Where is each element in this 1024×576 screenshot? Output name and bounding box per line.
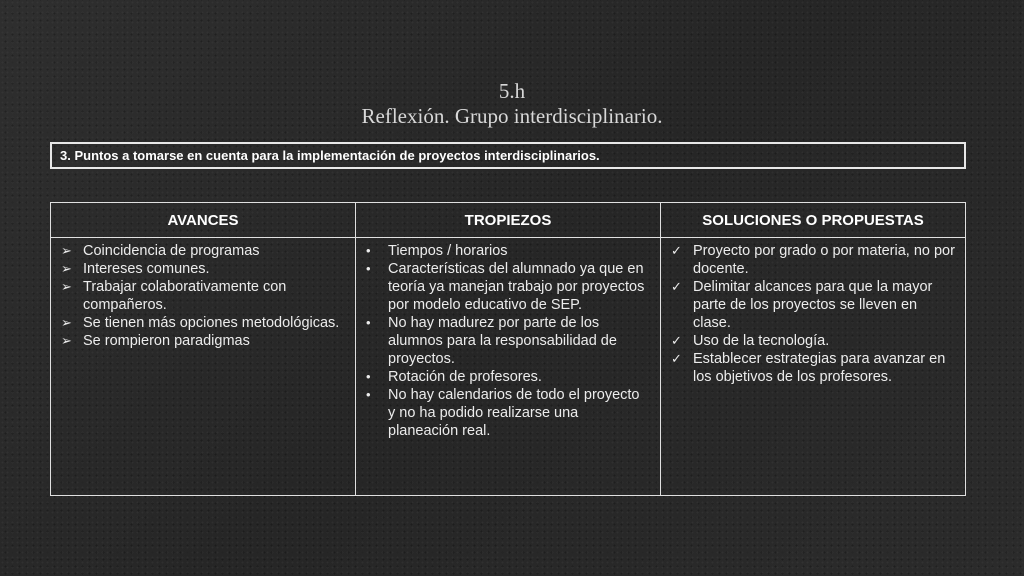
reflection-table — [50, 202, 966, 496]
column-header-tropiezos: TROPIEZOS — [356, 203, 661, 238]
avances-list — [57, 242, 345, 350]
tropiezos-list — [362, 242, 650, 440]
list-item — [362, 386, 650, 440]
list-item-text: Proyecto por grado o por materia, no por docente. — [693, 243, 955, 277]
list-item — [57, 278, 345, 314]
cell-tropiezos — [356, 238, 661, 496]
arrowhead-bullet-icon: ➢ — [61, 243, 72, 258]
list-item-text: Se rompieron paradigmas — [83, 333, 250, 349]
list-item — [667, 350, 955, 386]
slide-title — [0, 79, 1024, 129]
list-item-text: Intereses comunes. — [83, 261, 210, 277]
cell-soluciones — [661, 238, 966, 496]
list-item-text: No hay madurez por parte de los alumnos para la responsabilidad de proyectos. — [388, 315, 617, 367]
arrowhead-bullet-icon: ➢ — [61, 261, 72, 276]
list-item-text: Características del alumnado ya que en teoría ya manejan trabajo por proyectos por modelo educativo de SEP. — [388, 261, 645, 313]
list-item — [362, 242, 650, 260]
list-item-text: No hay calendarios de todo el proyecto y no ha podido realizarse una planeación real. — [388, 387, 640, 439]
list-item-text: Tiempos / horarios — [388, 243, 508, 259]
column-header-soluciones: SOLUCIONES O PROPUESTAS — [661, 203, 966, 238]
table-header-row — [51, 203, 966, 238]
dot-bullet-icon: • — [366, 369, 371, 384]
dot-bullet-icon: • — [366, 315, 371, 330]
list-item — [362, 368, 650, 386]
list-item-text: Trabajar colaborativamente con compañeros. — [83, 279, 287, 313]
checkmark-bullet-icon: ✓ — [671, 243, 682, 258]
arrowhead-bullet-icon: ➢ — [61, 333, 72, 348]
checkmark-bullet-icon: ✓ — [671, 279, 682, 294]
list-item — [57, 314, 345, 332]
arrowhead-bullet-icon: ➢ — [61, 315, 72, 330]
dot-bullet-icon: • — [366, 387, 371, 402]
list-item — [667, 278, 955, 332]
column-header-avances: AVANCES — [51, 203, 356, 238]
list-item — [362, 260, 650, 314]
list-item-text: Rotación de profesores. — [388, 369, 542, 385]
soluciones-list — [667, 242, 955, 386]
list-item — [57, 332, 345, 350]
checkmark-bullet-icon: ✓ — [671, 333, 682, 348]
table-body-row — [51, 238, 966, 496]
cell-avances — [51, 238, 356, 496]
arrowhead-bullet-icon: ➢ — [61, 279, 72, 294]
slide-title-number: 5.h — [498, 79, 526, 103]
section-banner-text: 3. Puntos a tomarse en cuenta para la implementación de proyectos interdisciplinarios. — [60, 148, 600, 163]
list-item — [57, 260, 345, 278]
section-banner — [50, 142, 966, 169]
checkmark-bullet-icon: ✓ — [671, 351, 682, 366]
list-item-text: Uso de la tecnología. — [693, 333, 830, 349]
slide-title-text: Reflexión. Grupo interdisciplinario. — [361, 104, 663, 128]
dot-bullet-icon: • — [366, 261, 371, 276]
list-item-text: Delimitar alcances para que la mayor parte de los proyectos se lleven en clase. — [693, 279, 933, 331]
list-item — [57, 242, 345, 260]
list-item-text: Establecer estrategias para avanzar en los objetivos de los profesores. — [693, 351, 946, 385]
list-item-text: Coincidencia de programas — [83, 243, 260, 259]
dot-bullet-icon: • — [366, 243, 371, 258]
list-item — [667, 332, 955, 350]
list-item — [667, 242, 955, 278]
list-item — [362, 314, 650, 368]
list-item-text: Se tienen más opciones metodológicas. — [83, 315, 340, 331]
